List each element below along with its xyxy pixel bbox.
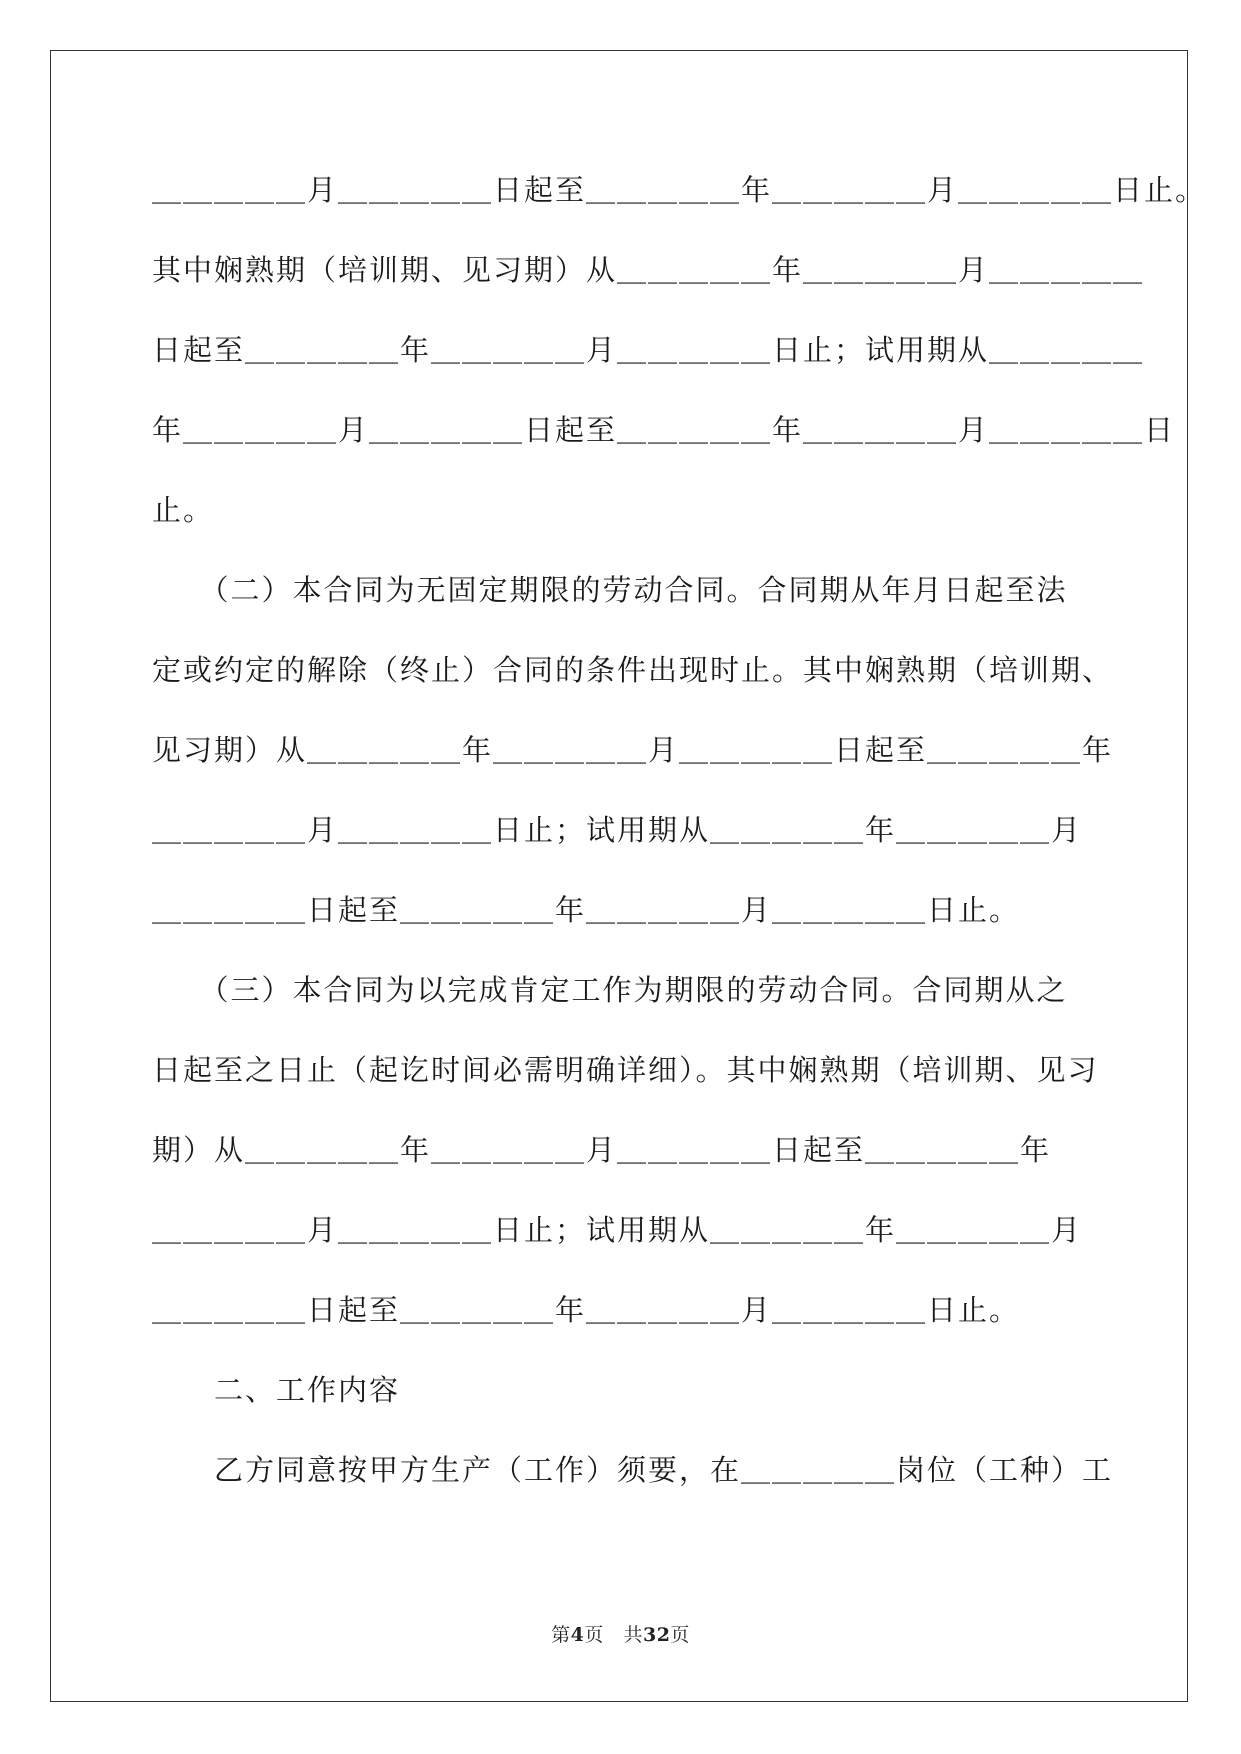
text-line-3: 日起至＿＿＿＿＿年＿＿＿＿＿月＿＿＿＿＿日止；试用期从＿＿＿＿＿ (152, 333, 1145, 367)
text-line-8: 见习期）从＿＿＿＿＿年＿＿＿＿＿月＿＿＿＿＿日起至＿＿＿＿＿年 (152, 733, 1114, 767)
page-footer (0, 1620, 1241, 1647)
text-line-10: ＿＿＿＿＿日起至＿＿＿＿＿年＿＿＿＿＿月＿＿＿＿＿日止。 (152, 893, 1021, 927)
text-line-4: 年＿＿＿＿＿月＿＿＿＿＿日起至＿＿＿＿＿年＿＿＿＿＿月＿＿＿＿＿日 (152, 413, 1176, 447)
text-line-1: ＿＿＿＿＿月＿＿＿＿＿日起至＿＿＿＿＿年＿＿＿＿＿月＿＿＿＿＿日止。 (152, 173, 1207, 207)
footer-page-prefix: 第 (551, 1624, 571, 1646)
text-line-6: （二）本合同为无固定期限的劳动合同。合同期从年月日起至法 (152, 573, 1068, 607)
text-line-17: 乙方同意按甲方生产（工作）须要，在＿＿＿＿＿岗位（工种）工 (152, 1453, 1114, 1487)
text-line-5: 止。 (152, 493, 215, 527)
text-line-12: 日起至之日止（起讫时间必需明确详细）。其中娴熟期（培训期、见习 (152, 1053, 1099, 1087)
text-line-2: 其中娴熟期（培训期、见习期）从＿＿＿＿＿年＿＿＿＿＿月＿＿＿＿＿ (152, 253, 1145, 287)
text-line-7: 定或约定的解除（终止）合同的条件出现时止。其中娴熟期（培训期、 (152, 653, 1114, 687)
section-heading-work-content: 二、工作内容 (152, 1373, 401, 1407)
footer-page-suffix: 页 (584, 1624, 604, 1646)
text-line-13: 期）从＿＿＿＿＿年＿＿＿＿＿月＿＿＿＿＿日起至＿＿＿＿＿年 (152, 1133, 1052, 1167)
footer-total-pages: 32 (642, 1624, 671, 1646)
footer-page-number: 4 (570, 1624, 585, 1646)
footer-total-prefix: 共 (623, 1624, 643, 1646)
text-line-14: ＿＿＿＿＿月＿＿＿＿＿日止；试用期从＿＿＿＿＿年＿＿＿＿＿月 (152, 1213, 1083, 1247)
footer-total-suffix: 页 (670, 1624, 690, 1646)
text-line-15: ＿＿＿＿＿日起至＿＿＿＿＿年＿＿＿＿＿月＿＿＿＿＿日止。 (152, 1293, 1021, 1327)
text-line-11: （三）本合同为以完成肯定工作为期限的劳动合同。合同期从之 (152, 973, 1068, 1007)
text-line-9: ＿＿＿＿＿月＿＿＿＿＿日止；试用期从＿＿＿＿＿年＿＿＿＿＿月 (152, 813, 1083, 847)
